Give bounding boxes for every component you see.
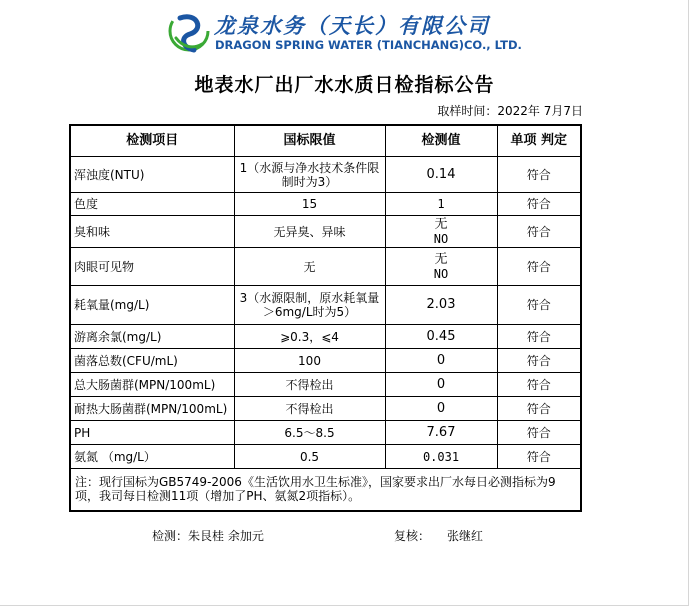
- cell-limit: 不得检出: [234, 373, 385, 397]
- inspector-signature: 检测：朱艮桂 余加元: [152, 529, 264, 543]
- cell-limit: 无异臭、异味: [234, 216, 385, 248]
- table-note: 注：现行国标为GB5749-2006《生活饮用水卫生标准》，国家要求出厂水每日必测指标为9项，我司每日检测11项（增加了PH、氨氮2项指标）。: [70, 469, 581, 511]
- company-header: [168, 8, 522, 58]
- column-header-value: 检测值: [385, 125, 497, 157]
- cell-item: 氨氮 （mg/L）: [70, 445, 234, 469]
- dragon-spring-logo-icon: [168, 8, 210, 54]
- cell-value: 0: [385, 349, 497, 373]
- table-header-row: [70, 125, 581, 157]
- cell-value: 0.14: [385, 157, 497, 193]
- cell-judge: 符合: [497, 349, 581, 373]
- table-row: [70, 193, 581, 216]
- table-row: [70, 373, 581, 397]
- cell-judge: 符合: [497, 157, 581, 193]
- table-row: [70, 216, 581, 248]
- cell-judge: 符合: [497, 445, 581, 469]
- cell-limit: 1（水源与净水技术条件限制时为3）: [234, 157, 385, 193]
- value-text-en: NO: [433, 266, 449, 281]
- column-header-limit: 国标限值: [234, 125, 385, 157]
- cell-value: 7.67: [385, 421, 497, 445]
- table-row: [70, 248, 581, 286]
- table-row: [70, 286, 581, 325]
- cell-value: [385, 216, 497, 248]
- cell-limit: 0.5: [234, 445, 385, 469]
- cell-value: 2.03: [385, 286, 497, 325]
- table-row: [70, 349, 581, 373]
- water-quality-table: [69, 124, 582, 512]
- cell-limit: 100: [234, 349, 385, 373]
- cell-judge: 符合: [497, 421, 581, 445]
- table-row: [70, 325, 581, 349]
- company-name-cn: 龙泉水务（天长）有限公司: [214, 14, 490, 38]
- cell-judge: 符合: [497, 397, 581, 421]
- cell-value: 1: [385, 193, 497, 216]
- cell-limit: 6.5～8.5: [234, 421, 385, 445]
- cell-value: 0: [385, 397, 497, 421]
- value-text: 无: [434, 251, 448, 267]
- reviewer-label: 复核：: [394, 529, 431, 543]
- table-row: [70, 445, 581, 469]
- cell-item: 耐热大肠菌群(MPN/100mL): [70, 397, 234, 421]
- cell-item: 臭和味: [70, 216, 234, 248]
- value-text: 无: [434, 216, 448, 232]
- cell-item: 总大肠菌群(MPN/100mL): [70, 373, 234, 397]
- table-row: [70, 421, 581, 445]
- cell-value: 0.031: [385, 445, 497, 469]
- cell-item: 耗氧量(mg/L): [70, 286, 234, 325]
- reviewer-name: 张继红: [447, 529, 484, 543]
- cell-judge: 符合: [497, 248, 581, 286]
- value-text-en: NO: [433, 231, 449, 246]
- cell-item: 菌落总数(CFU/mL): [70, 349, 234, 373]
- table-row: [70, 157, 581, 193]
- cell-judge: 符合: [497, 325, 581, 349]
- column-header-item: 检测项目: [70, 125, 234, 157]
- column-header-judge: 单项 判定: [497, 125, 581, 157]
- cell-judge: 符合: [497, 193, 581, 216]
- cell-judge: 符合: [497, 216, 581, 248]
- table-row: [70, 397, 581, 421]
- cell-item: PH: [70, 421, 234, 445]
- note-row: [70, 469, 581, 511]
- cell-value: 0: [385, 373, 497, 397]
- cell-item: 游离余氯(mg/L): [70, 325, 234, 349]
- sample-time: 取样时间：2022年 7月7日: [437, 104, 583, 118]
- cell-limit: 3（水源限制，原水耗氧量＞6mg/L时为5）: [234, 286, 385, 325]
- cell-limit: ⩾0.3，⩽4: [234, 325, 385, 349]
- cell-limit: 无: [234, 248, 385, 286]
- cell-value: [385, 248, 497, 286]
- cell-judge: 符合: [497, 286, 581, 325]
- cell-judge: 符合: [497, 373, 581, 397]
- cell-limit: 15: [234, 193, 385, 216]
- cell-item: 浑浊度(NTU): [70, 157, 234, 193]
- page-title: 地表水厂出厂水水质日检指标公告: [194, 74, 495, 96]
- cell-limit: 不得检出: [234, 397, 385, 421]
- cell-item: 色度: [70, 193, 234, 216]
- company-name-en: DRAGON SPRING WATER (TIANCHANG)CO., LTD.: [215, 38, 522, 52]
- cell-item: 肉眼可见物: [70, 248, 234, 286]
- cell-value: 0.45: [385, 325, 497, 349]
